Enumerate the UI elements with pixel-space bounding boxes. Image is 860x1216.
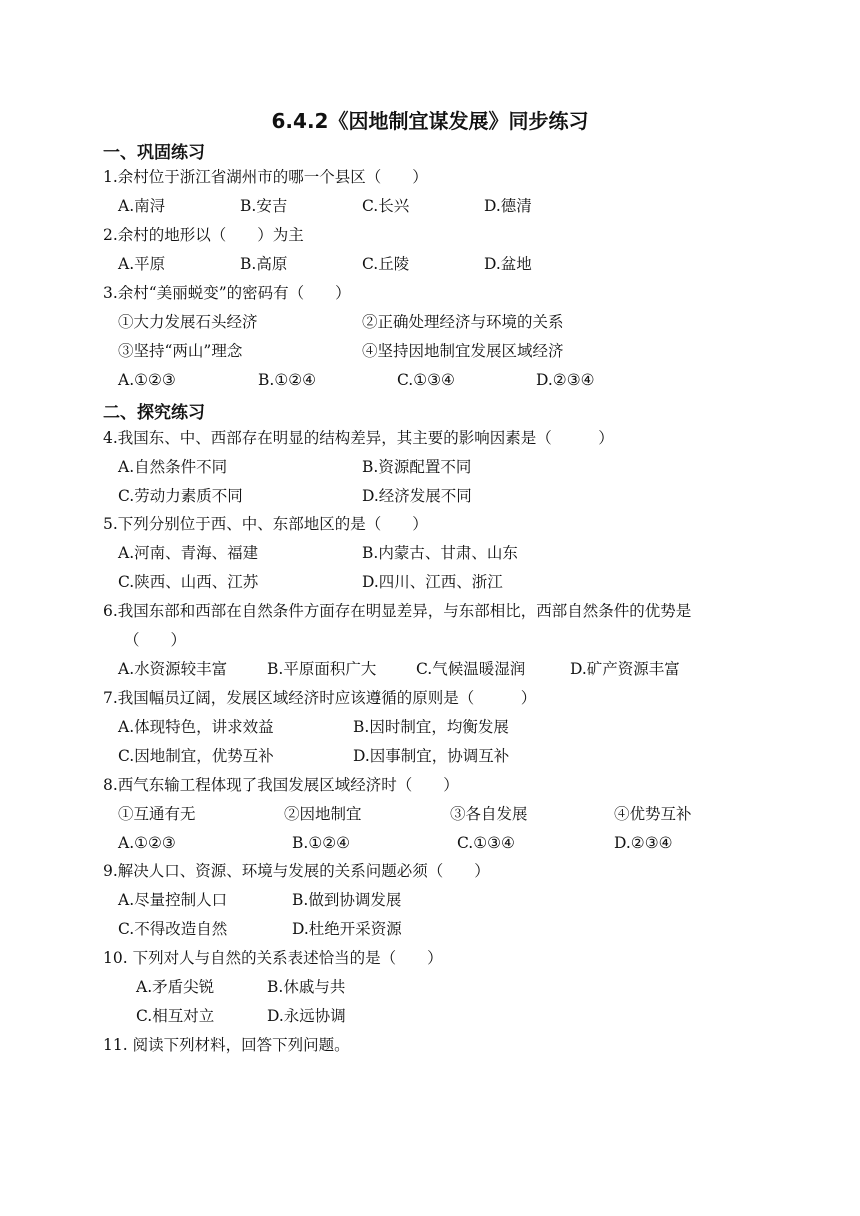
option-d: D.盆地 <box>484 255 532 273</box>
section-heading-consolidation: 一、巩固练习 <box>103 143 205 163</box>
option-a: A.尽量控制人口 <box>118 891 228 909</box>
statement-3: ③坚持“两山”理念 <box>118 342 243 360</box>
option-c: C.劳动力素质不同 <box>118 487 243 505</box>
option-d: D.杜绝开采资源 <box>292 920 402 938</box>
option-c: C.因地制宜，优势互补 <box>118 747 274 765</box>
option-c: C.丘陵 <box>362 255 410 273</box>
question-5: 5.下列分别位于西、中、东部地区的是（ ） <box>103 515 428 533</box>
option-d: D.永远协调 <box>267 1007 346 1025</box>
option-c: C.相互对立 <box>136 1007 215 1025</box>
question-7: 7.我国幅员辽阔，发展区域经济时应该遵循的原则是（ ） <box>103 689 537 707</box>
option-a: A.自然条件不同 <box>118 458 228 476</box>
question-4: 4.我国东、中、西部存在明显的结构差异，其主要的影响因素是（ ） <box>103 429 614 447</box>
option-c: C.长兴 <box>362 197 410 215</box>
option-c: C.不得改造自然 <box>118 920 228 938</box>
question-3: 3.余村“美丽蜕变”的密码有（ ） <box>103 284 351 302</box>
option-a: A.体现特色，讲求效益 <box>118 718 274 736</box>
question-8: 8.西气东输工程体现了我国发展区域经济时（ ） <box>103 776 459 794</box>
option-b: B.①②④ <box>292 834 351 852</box>
option-d: D.②③④ <box>614 834 673 852</box>
option-a: A.矛盾尖锐 <box>136 978 215 996</box>
option-b: B.高原 <box>240 255 288 273</box>
option-a: A.河南、青海、福建 <box>118 544 259 562</box>
statement-1: ①大力发展石头经济 <box>118 313 258 331</box>
option-a: A.平原 <box>118 255 166 273</box>
option-c: C.①③④ <box>457 834 515 852</box>
question-1: 1.余村位于浙江省湖州市的哪一个县区（ ） <box>103 168 428 186</box>
option-c: C.陕西、山西、江苏 <box>118 573 259 591</box>
option-c: C.①③④ <box>397 371 455 389</box>
option-d: D.经济发展不同 <box>362 487 472 505</box>
option-b: B.因时制宜，均衡发展 <box>353 718 509 736</box>
statement-4: ④优势互补 <box>614 805 692 823</box>
option-b: B.资源配置不同 <box>362 458 472 476</box>
option-d: D.②③④ <box>536 371 595 389</box>
option-b: B.休戚与共 <box>267 978 346 996</box>
option-c: C.气候温暖湿润 <box>416 660 526 678</box>
option-d: D.四川、江西、浙江 <box>362 573 503 591</box>
section-heading-exploration: 二、探究练习 <box>103 403 205 423</box>
statement-3: ③各自发展 <box>450 805 528 823</box>
page-title: 6.4.2《因地制宜谋发展》同步练习 <box>271 109 589 133</box>
option-d: D.矿产资源丰富 <box>570 660 680 678</box>
option-b: B.平原面积广大 <box>267 660 377 678</box>
question-6-blank: （ ） <box>124 631 187 649</box>
question-6: 6.我国东部和西部在自然条件方面存在明显差异，与东部相比，西部自然条件的优势是 <box>103 602 692 620</box>
question-11: 11. 阅读下列材料，回答下列问题。 <box>103 1036 350 1054</box>
option-a: A.①②③ <box>118 371 176 389</box>
option-a: A.南浔 <box>118 197 166 215</box>
statement-2: ②正确处理经济与环境的关系 <box>362 313 564 331</box>
question-2: 2.余村的地形以（ ）为主 <box>103 226 304 244</box>
option-d: D.因事制宜，协调互补 <box>353 747 510 765</box>
option-b: B.内蒙古、甘肃、山东 <box>362 544 518 562</box>
option-b: B.安吉 <box>240 197 288 215</box>
question-9: 9.解决人口、资源、环境与发展的关系问题必须（ ） <box>103 862 490 880</box>
option-b: B.做到协调发展 <box>292 891 402 909</box>
option-a: A.水资源较丰富 <box>118 660 228 678</box>
statement-1: ①互通有无 <box>118 805 196 823</box>
statement-2: ②因地制宜 <box>284 805 362 823</box>
statement-4: ④坚持因地制宜发展区域经济 <box>362 342 564 360</box>
option-b: B.①②④ <box>258 371 317 389</box>
question-10: 10. 下列对人与自然的关系表述恰当的是（ ） <box>103 949 443 967</box>
option-d: D.德清 <box>484 197 532 215</box>
option-a: A.①②③ <box>118 834 176 852</box>
